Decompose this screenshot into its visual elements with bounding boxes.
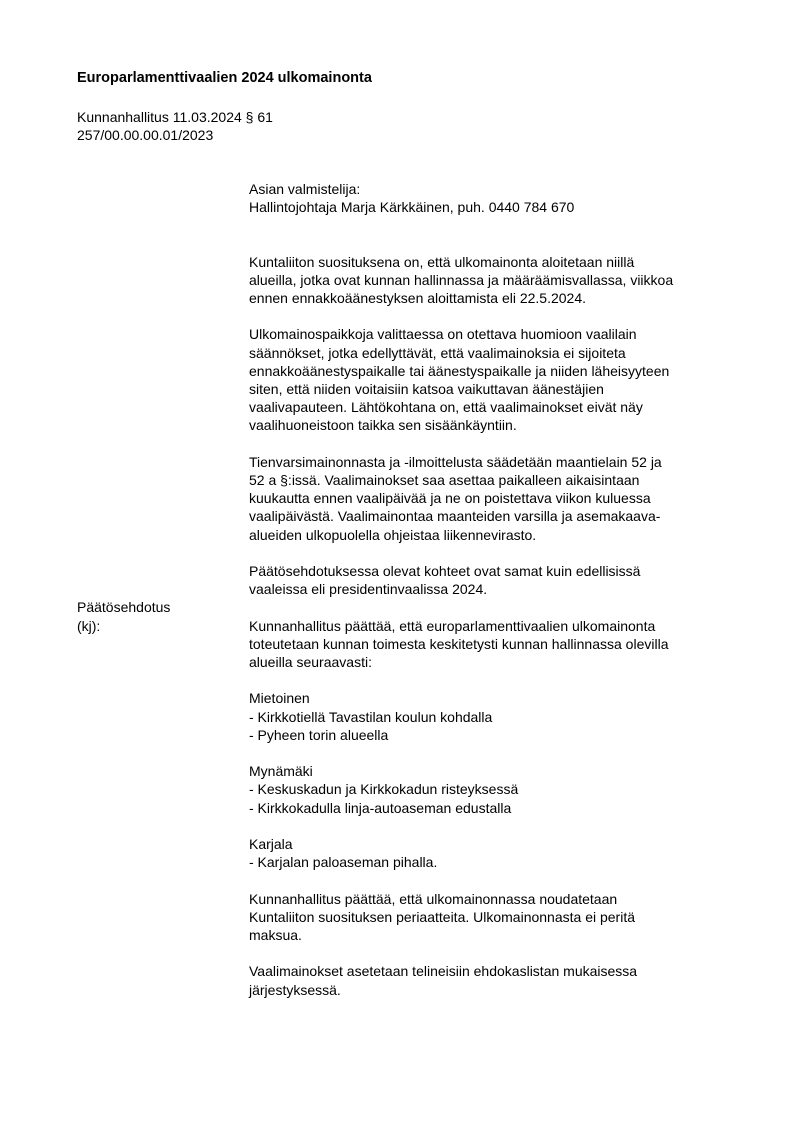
preparation-line: Päätösehdotuksessa olevat kohteet ovat samat kuin edellisissä	[249, 563, 641, 579]
preparation-paragraph	[249, 453, 749, 544]
preparation-line: ennakkoäänestyspaikalle tai äänestyspaikalle ja niiden läheisyyteen	[249, 362, 670, 379]
proposal-line: Mynämäki	[249, 763, 313, 780]
preparation-paragraph	[249, 562, 749, 598]
proposal-paragraph	[249, 962, 749, 998]
proposal-line: Vaalimainokset asetetaan telineisiin ehdokaslistan mukaisessa	[249, 963, 638, 980]
proposal-line: - Keskuskadun ja Kirkkokadun risteyksessä	[249, 781, 519, 798]
proposal-paragraph	[249, 762, 749, 817]
preparer-name: Hallintojohtaja Marja Kärkkäinen, puh. 0440 784 670	[249, 199, 575, 216]
preparation-paragraph	[249, 325, 749, 434]
meeting-line: Kunnanhallitus 11.03.2024 § 61	[77, 109, 273, 125]
preparation-line: Kuntaliiton suosituksena on, että ulkomainonta aloitetaan niillä	[249, 253, 635, 270]
preparation-line: vaalivapauteen. Lähtökohtana on, että vaalimainokset eivät näy	[249, 399, 643, 416]
proposal-paragraph	[249, 890, 749, 945]
proposal-label-block	[77, 598, 170, 634]
case-number: 257/00.00.00.01/2023	[77, 127, 214, 143]
proposal-label: Päätösehdotus	[77, 599, 171, 616]
proposal-line: alueilla seuraavasti:	[249, 654, 372, 670]
preparation-text	[249, 253, 749, 599]
proposal-line: Kuntaliiton suosituksen periaatteita. Ulkomainonnasta ei peritä	[249, 908, 636, 925]
proposal-line: maksua.	[249, 926, 302, 943]
proposal-line: toteutetaan kunnan toimesta keskitetysti kunnan hallinnassa olevilla	[249, 635, 669, 652]
preparation-line: vaalipäivästä. Vaalimainontaa maanteiden varsilla ja asemakaava-	[249, 508, 661, 525]
preparation-line: Ulkomainospaikkoja valittaessa on otettava huomioon vaalilain	[249, 326, 637, 343]
preparation-line: vaalihuoneistoon taikka sen sisäänkäyntiin.	[249, 417, 517, 434]
proposal-line: - Pyheen torin alueella	[249, 726, 389, 743]
preparation-line: säännökset, jotka edellyttävät, että vaalimainoksia ei sijoiteta	[249, 344, 626, 361]
proposal-line: Karjala	[249, 835, 293, 852]
proposal-line: järjestyksessä.	[249, 981, 341, 998]
proposal-line: Mietoinen	[249, 690, 310, 707]
preparation-line: 52 a §:issä. Vaalimainokset saa asettaa paikalleen aikaisintaan	[249, 472, 640, 488]
preparation-line: alueilla, jotka ovat kunnan hallinnassa ja määräämisvallassa, viikkoa	[249, 271, 674, 288]
proposal-paragraph	[249, 835, 749, 871]
preparer-label: Asian valmistelija:	[249, 181, 361, 197]
preparation-paragraph	[249, 253, 749, 308]
proposal-line: - Kirkkokadulla linja-autoaseman edustalla	[249, 799, 512, 816]
preparer-block	[249, 180, 749, 216]
spacer	[249, 235, 749, 253]
document-title: Europarlamenttivaalien 2024 ulkomainonta	[77, 70, 372, 86]
preparation-line: ennen ennakkoäänestyksen aloittamista eli 22.5.2024.	[249, 290, 587, 306]
proposal-line: - Karjalan paloaseman pihalla.	[249, 854, 438, 871]
proposal-line: - Kirkkotiellä Tavastilan koulun kohdalla	[249, 708, 493, 725]
proposal-line: Kunnanhallitus päättää, että europarlamenttivaalien ulkomainonta	[249, 617, 656, 634]
proposal-sub-label: (kj):	[77, 617, 101, 634]
preparation-line: Tienvarsimainonnasta ja -ilmoittelusta säädetään maantielain 52 ja	[249, 453, 662, 470]
preparation-line: kuukautta ennen vaalipäivää ja ne on poistettava viikon kuluessa	[249, 490, 651, 507]
proposal-line: Kunnanhallitus päättää, että ulkomainonnassa noudatetaan	[249, 890, 618, 907]
proposal-text	[249, 617, 749, 999]
preparation-line: alueiden ulkopuolella ohjeistaa liikennevirasto.	[249, 526, 537, 543]
meeting-info	[77, 108, 273, 144]
proposal-paragraph	[249, 689, 749, 744]
preparation-line: siten, että niiden voitaisiin katsoa vaikuttavan äänestäjien	[249, 381, 604, 397]
document-body	[249, 180, 749, 1017]
proposal-paragraph	[249, 617, 749, 672]
preparation-line: vaaleissa eli presidentinvaalissa 2024.	[249, 581, 488, 598]
